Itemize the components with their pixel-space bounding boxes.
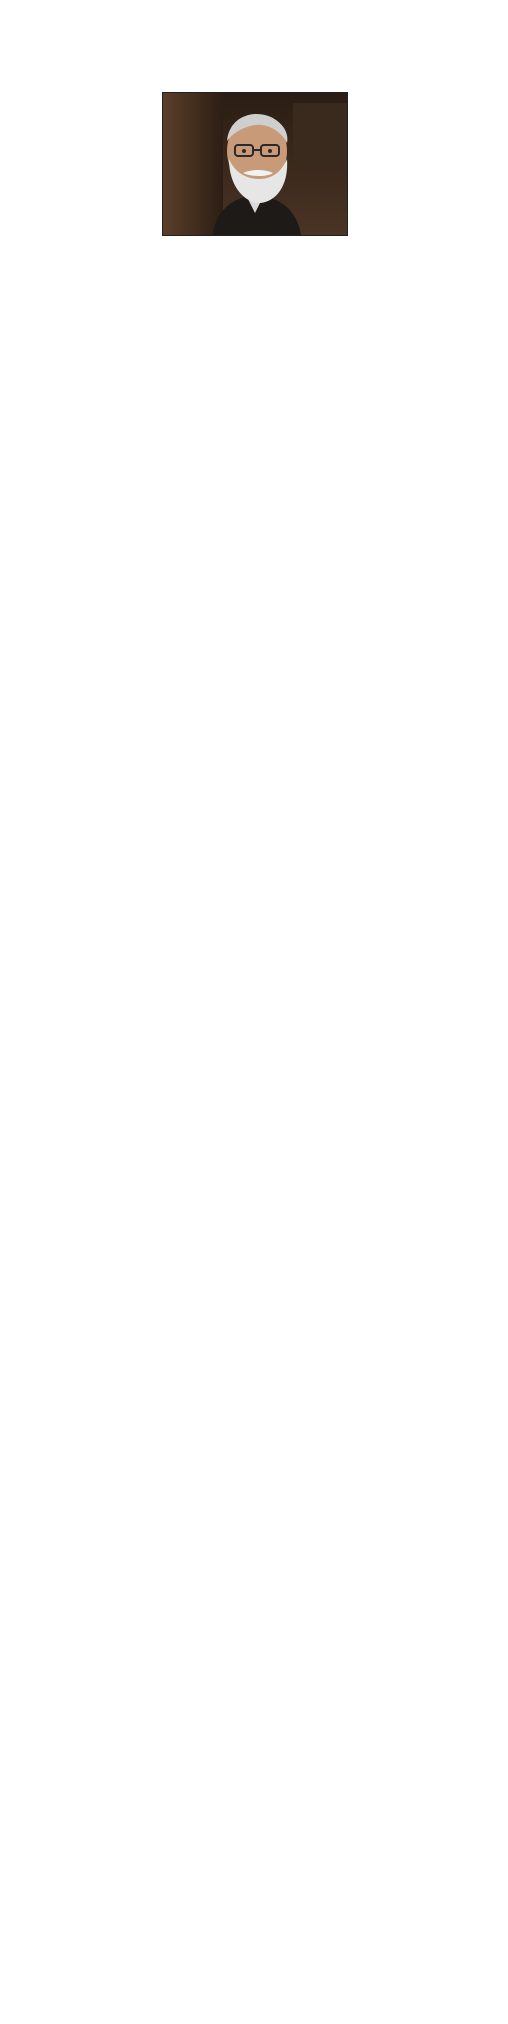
article-headline [10, 6, 498, 46]
article-body [14, 244, 498, 2024]
section-heading [14, 268, 498, 269]
portrait-image [163, 93, 347, 235]
author-photo [162, 92, 348, 236]
